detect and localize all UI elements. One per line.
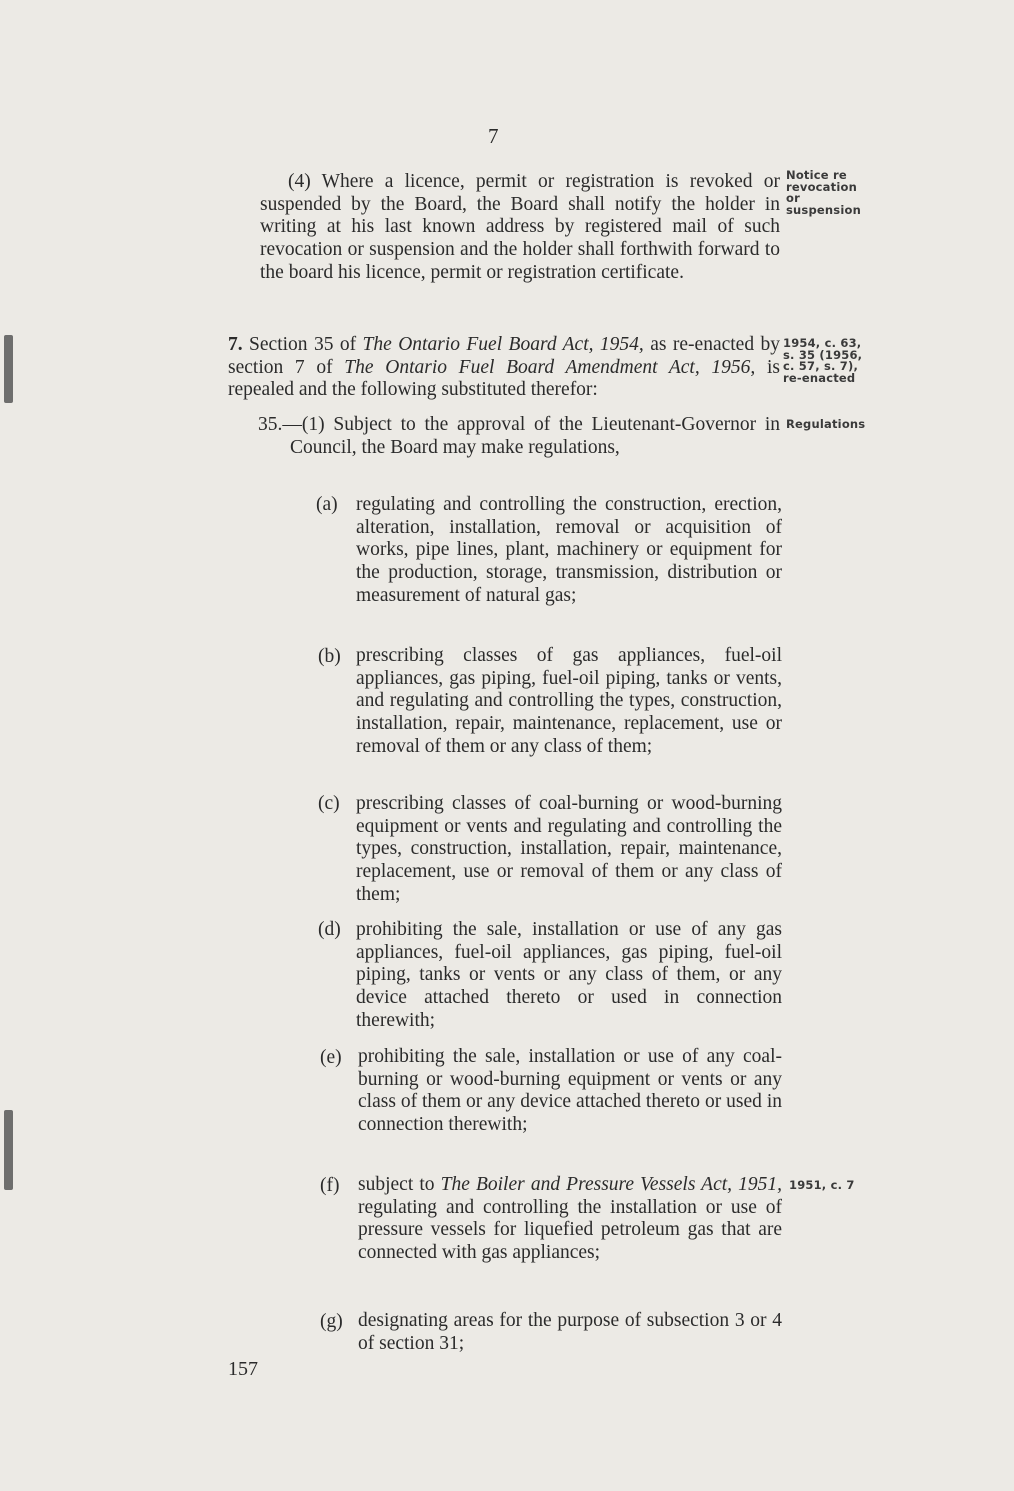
clause-f-text-a: subject to (358, 1174, 441, 1195)
clause-d-label: (d) (318, 919, 341, 940)
section-7-text-b: as re-enacted by section 7 of (228, 334, 780, 378)
clause-d-text: prohibiting the sale, installation or use of any gas appliances, fuel-oil appliances, gas piping, fuel-oil piping, tanks or vents or any class of them, or any device attached thereto or used in connection therewith; (356, 919, 782, 1031)
margin-note-notice-revocation (786, 170, 861, 216)
subsection-4: (4) Where a licence, permit or registration is revoked or suspended by the Board, the Board shall notify the holder in writing at his last known address by registered mail of such revocation or suspension and the holder shall forthwith forward to the board his licence, permit or registration certificate. (260, 171, 780, 283)
clause-c-text: prescribing classes of coal-burning or wood-burning equipment or vents and regulating and controlling the types, construction, installation, repair, maintenance, replacement, use or removal of them or any class of them; (356, 793, 782, 905)
clause-g-text: designating areas for the purpose of subsection 3 or 4 of section 31; (358, 1310, 782, 1354)
margin-note-re-enacted (783, 338, 862, 384)
clause-f-text (358, 1174, 782, 1265)
page-number: 7 (488, 124, 499, 148)
section-7-act-1: The Ontario Fuel Board Act, 1954, (362, 334, 644, 355)
section-7-number: 7. (228, 334, 243, 355)
clause-b-text: prescribing classes of gas appliances, fuel-oil appliances, gas piping, fuel-oil piping, tanks or vents, and regulating and controlling the types, construction, installation, repair, maintenance, replacement, use or removal of them or any class of them; (356, 645, 782, 757)
clause-c-label: (c) (318, 793, 340, 814)
clause-g-label: (g) (320, 1311, 343, 1332)
clause-a-text: regulating and controlling the construction, erection, alteration, installation, removal or acquisition of works, pipe lines, plant, machinery or equipment for the production, storage, transmission, distribution or measurement of natural gas; (356, 494, 782, 606)
binding-mark-bottom (4, 1110, 13, 1190)
margin-note-line: s. 35 (1956, (783, 347, 863, 362)
section-7-text-a: Section 35 of (249, 334, 363, 355)
margin-note-1951: 1951, c. 7 (789, 1178, 855, 1192)
margin-note-regulations: Regulations (786, 417, 866, 431)
margin-note-line: Notice re (786, 168, 847, 182)
bottom-page-number: 157 (228, 1358, 258, 1380)
section-7-text-c: is repealed and the following substituted therefor: (228, 356, 780, 401)
clause-e-label: (e) (320, 1047, 342, 1068)
section-35-1: 35.—(1) Subject to the approval of the Lieutenant-Governor in Council, the Board may make regulations, (258, 414, 780, 458)
margin-note-line: revocation (786, 179, 857, 194)
section-7 (228, 334, 780, 402)
clause-b-label: (b) (318, 646, 341, 667)
margin-note-line: suspension (786, 202, 861, 217)
clause-f-act: The Boiler and Pressure Vessels Act, 1951, (440, 1174, 783, 1195)
binding-mark-top (4, 335, 13, 403)
margin-note-line: re-enacted (783, 370, 856, 385)
clause-e-text: prohibiting the sale, installation or use of any coal-burning or wood-burning equipment or vents or any class of them or any device attached thereto or used in connection therewith; (358, 1046, 782, 1136)
clause-f-text-b: regulating and controlling the installation or use of pressure vessels for liquefied petroleum gas that are connected with gas appliances; (358, 1196, 782, 1264)
margin-note-line: or (786, 191, 800, 205)
margin-note-line: c. 57, s. 7), (783, 359, 859, 373)
section-7-act-2: The Ontario Fuel Board Amendment Act, 1956, (344, 356, 756, 378)
clause-a-label: (a) (316, 494, 338, 515)
clause-f-label: (f) (320, 1175, 340, 1196)
margin-note-line: 1954, c. 63, (783, 336, 862, 350)
